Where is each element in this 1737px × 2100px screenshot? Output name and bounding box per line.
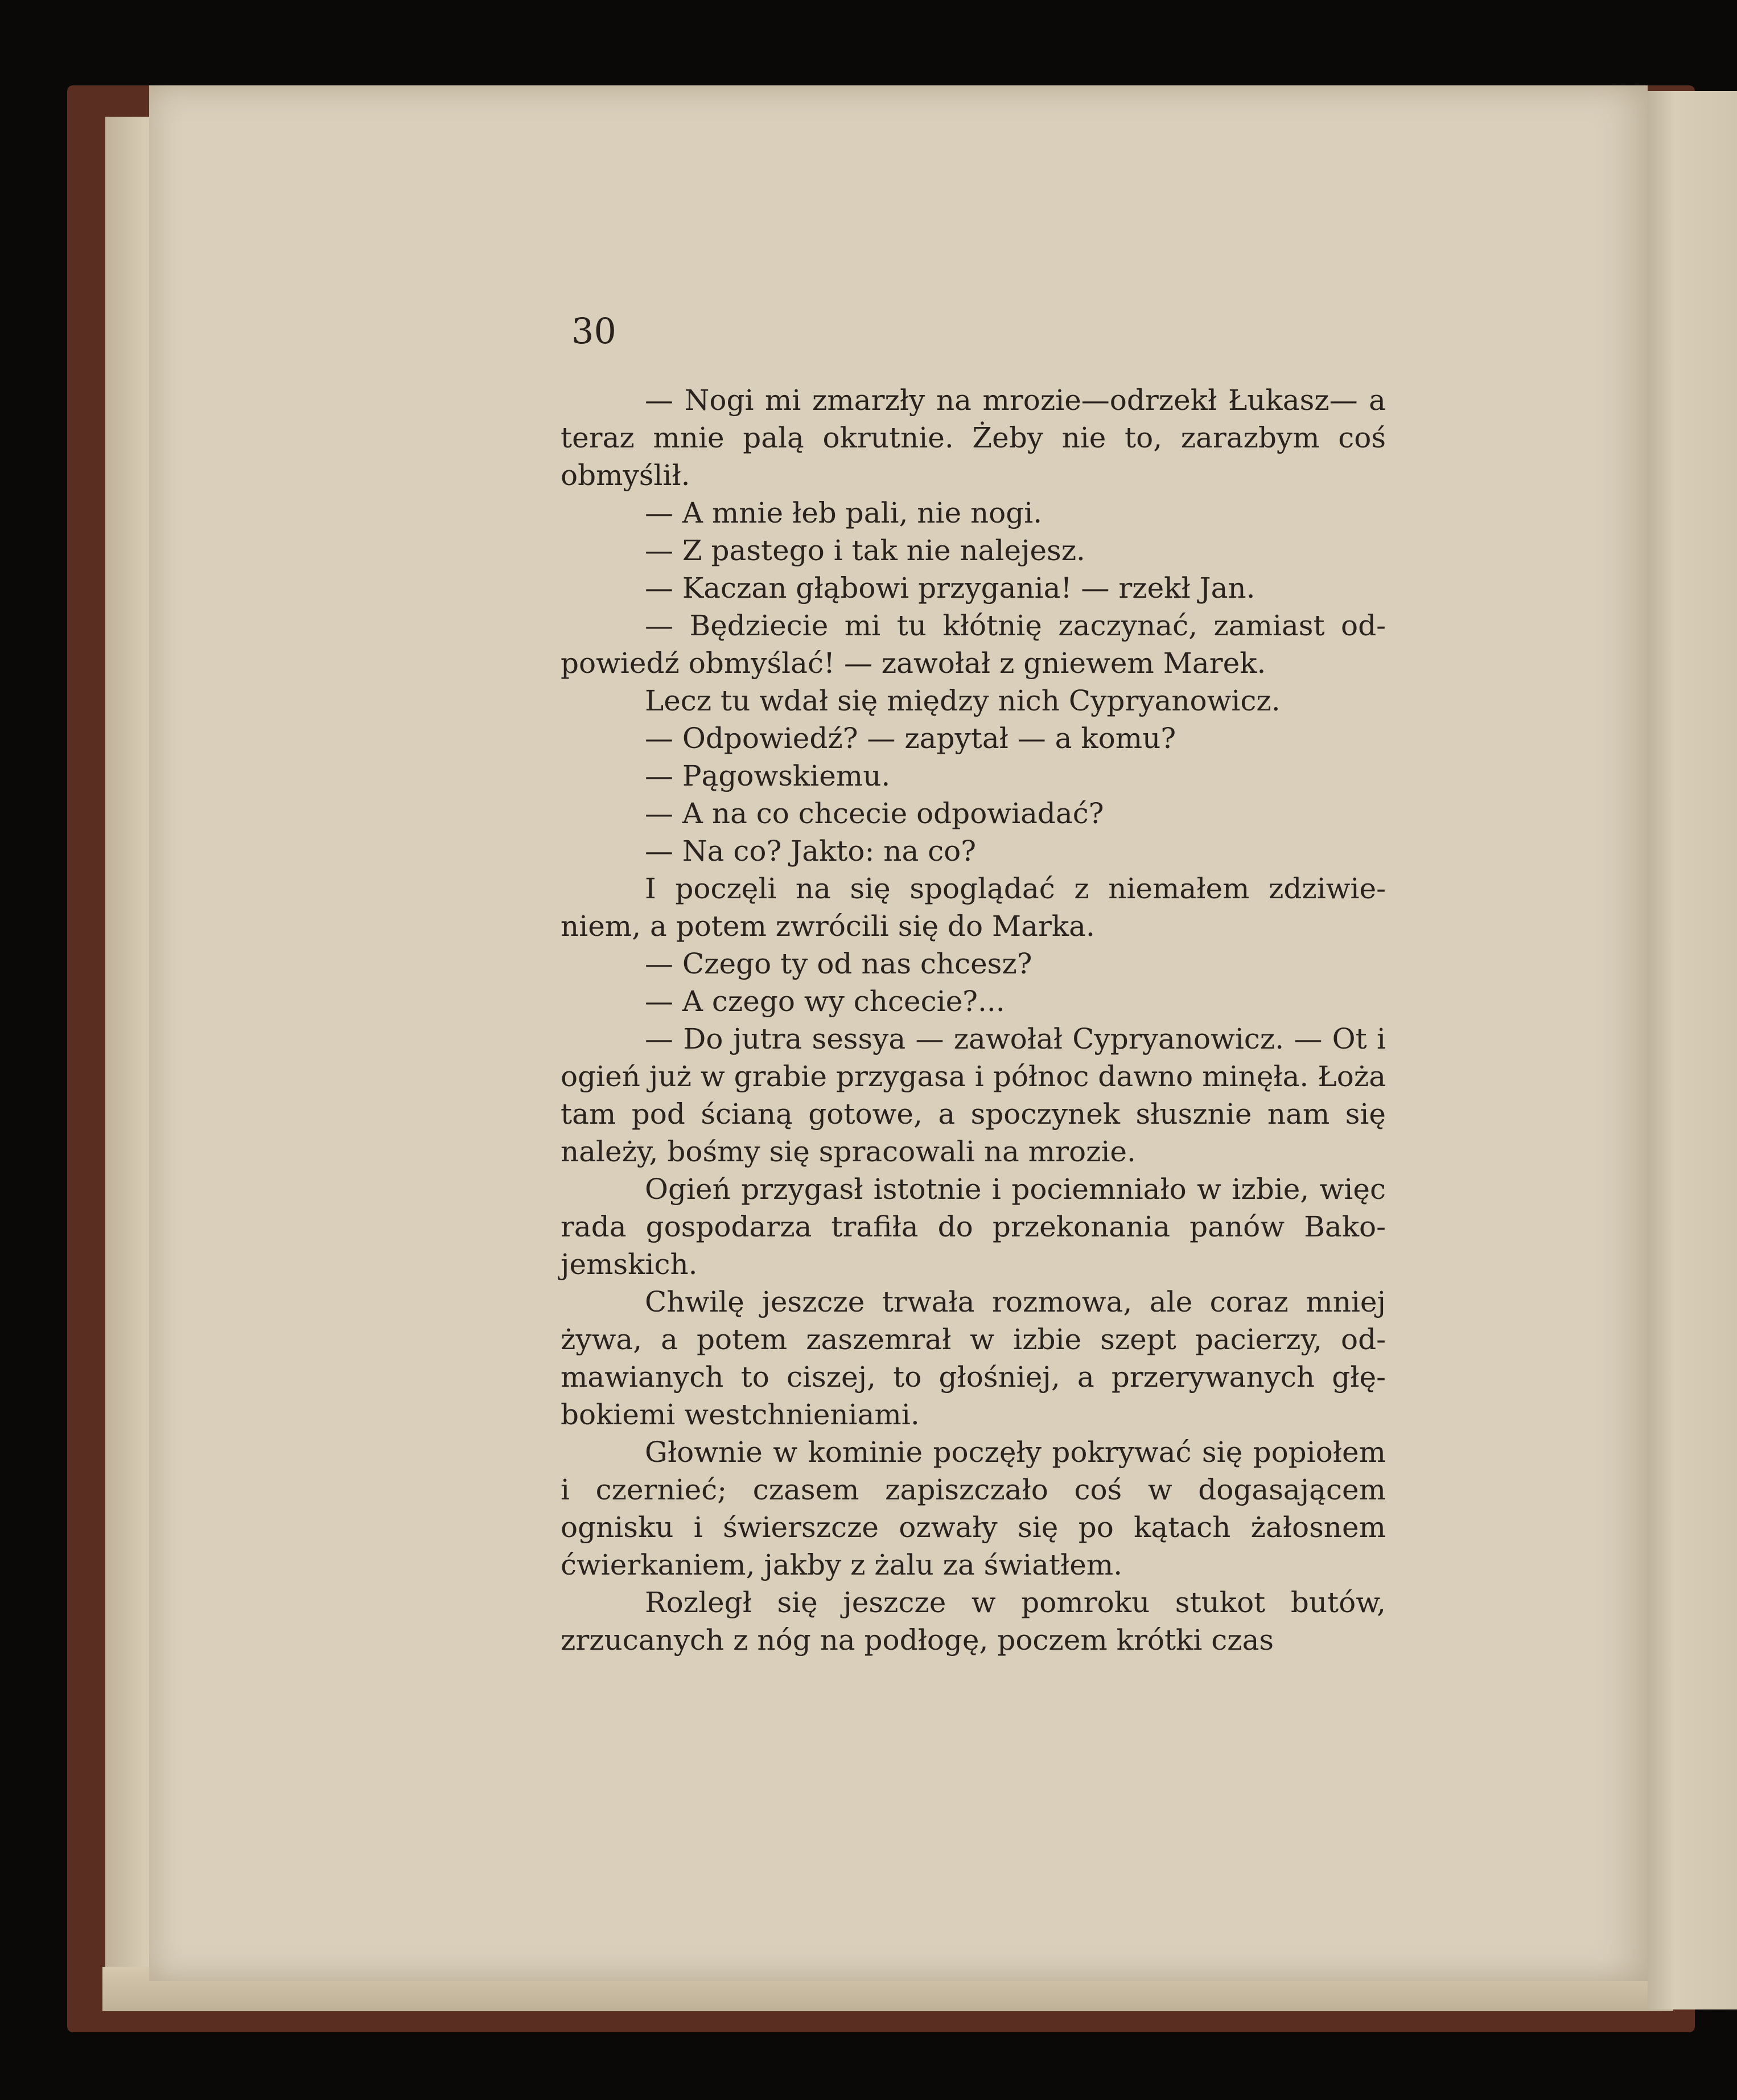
paragraph: Ogień przygasł istotnie i pociemniało w izbie, więc rada gospodarza trafiła do przekonania panów Bako- jemskich. bbox=[561, 1173, 1386, 1281]
text-block bbox=[561, 381, 1386, 1659]
paragraph: — A czego wy chcecie?... bbox=[645, 985, 1005, 1018]
paragraph: Lecz tu wdał się między nich Cypryanowicz. bbox=[645, 684, 1281, 717]
paragraph: I poczęli na się spoglądać z niemałem zdziwie- niem, a potem zwrócili się do Marka. bbox=[561, 872, 1386, 943]
paragraph: — A mnie łeb pali, nie nogi. bbox=[645, 496, 1043, 529]
paragraph: — A na co chcecie odpowiadać? bbox=[645, 797, 1104, 830]
facing-page bbox=[1648, 91, 1737, 2009]
paragraph: — Do jutra sessya — zawołał Cypryanowicz. — Ot i ogień już w grabie przygasa i północ dawno minęła. Łoża tam pod ścianą gotowe, a spoczynek słusznie nam się należy, bośmy się spracowali na mrozie. bbox=[561, 1022, 1386, 1168]
page-number: 30 bbox=[571, 310, 616, 352]
paragraph: — Kaczan głąbowi przygania! — rzekł Jan. bbox=[645, 572, 1256, 605]
paragraph: — Na co? Jakto: na co? bbox=[645, 835, 977, 868]
paragraph: Głownie w kominie poczęły pokrywać się popiołem i czernieć; czasem zapiszczało coś w dogasającem ognisku i świerszcze ozwały się po kątach żałosnem ćwierkaniem, jakby z żalu za światłem. bbox=[561, 1436, 1386, 1581]
paragraph: — Z pastego i tak nie nalejesz. bbox=[645, 534, 1085, 567]
paragraph: — Nogi mi zmarzły na mrozie—odrzekł Łukasz— a teraz mnie palą okrutnie. Żeby nie to, zarazbym coś obmyślił. bbox=[561, 384, 1386, 492]
paragraph: — Pągowskiemu. bbox=[645, 759, 891, 792]
paragraph: — Odpowiedź? — zapytał — a komu? bbox=[645, 722, 1176, 755]
paragraph: Chwilę jeszcze trwała rozmowa, ale coraz mniej żywa, a potem zaszemrał w izbie szept pacierzy, od- mawianych to ciszej, to głośniej, a przerywanych głę- bokiemi westchnieniami. bbox=[561, 1285, 1386, 1431]
paragraph: — Będziecie mi tu kłótnię zaczynać, zamiast od- powiedź obmyślać! — zawołał z gniewem Marek. bbox=[561, 609, 1386, 680]
paragraph: — Czego ty od nas chcesz? bbox=[645, 947, 1032, 980]
paragraph: Rozległ się jeszcze w pomroku stukot butów, zrzucanych z nóg na podłogę, poczem krótki czas bbox=[561, 1586, 1386, 1657]
